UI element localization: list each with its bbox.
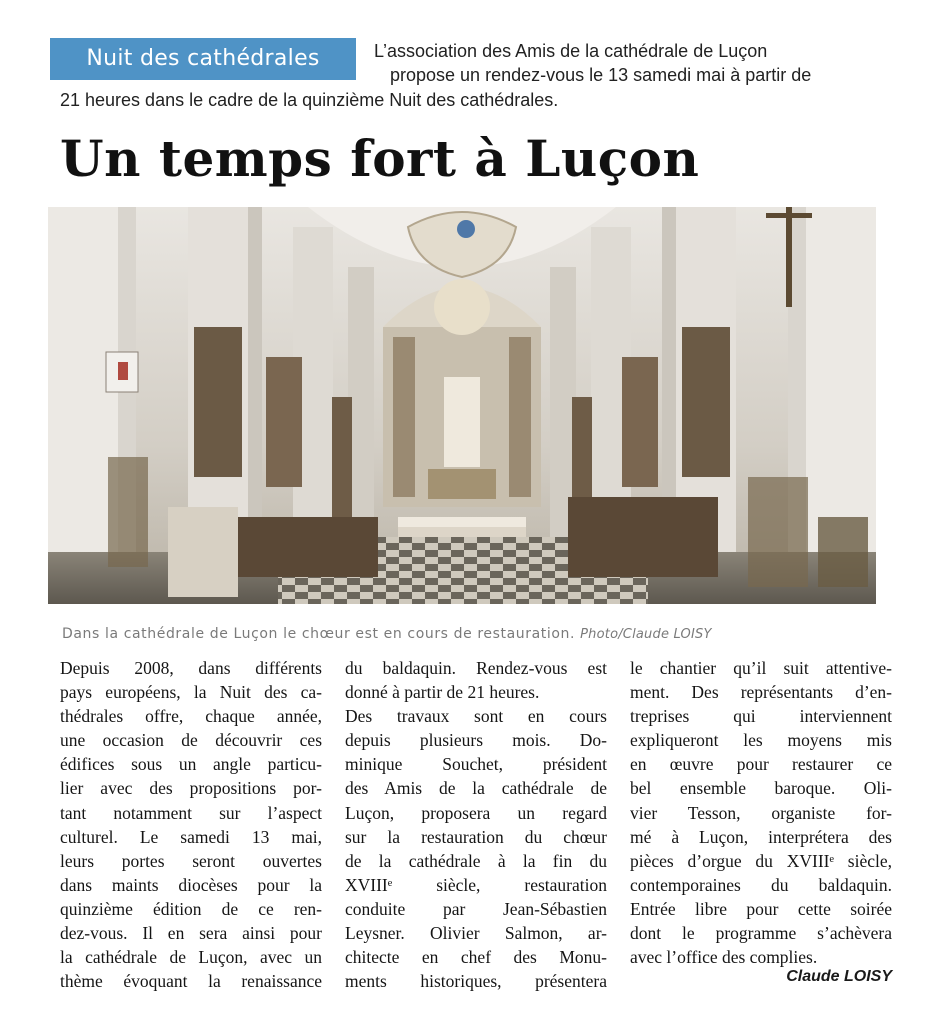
body-column-2	[345, 656, 607, 993]
body-line: des Amis de la cathédrale de	[345, 778, 607, 799]
body-line: depuis plusieurs mois. Do-	[345, 730, 607, 751]
body-line: en œuvre pour restaurer ce	[630, 754, 892, 775]
body-line: le chantier qu’il suit attentive-	[630, 658, 892, 678]
body-line: mé à Luçon, interprétera des	[630, 826, 892, 847]
body-line: leurs portes seront ouvertes	[60, 850, 322, 871]
body-line: ments historiques, présentera	[345, 971, 607, 992]
body-line: donné à partir de 21 heures.	[345, 682, 540, 703]
body-line: lier avec des propositions por-	[60, 778, 322, 799]
body-line: thédrales offre, chaque année,	[60, 706, 322, 727]
body-line: quinzième édition de ce ren-	[60, 898, 322, 919]
body-line: contemporaines du baldaquin.	[630, 874, 892, 895]
section-rubric: Nuit des cathédrales	[50, 38, 356, 80]
body-line: du baldaquin. Rendez-vous est	[345, 658, 607, 678]
body-line: treprises qui interviennent	[630, 706, 892, 727]
body-line: chitecte en chef des Monu-	[345, 947, 607, 968]
body-column-3	[630, 656, 892, 969]
body-line: ment. Des représentants d’en-	[630, 682, 892, 703]
body-column-1	[60, 656, 322, 993]
body-line: expliqueront les moyens mis	[630, 730, 892, 751]
body-line: conduite par Jean-Sébastien	[345, 898, 607, 919]
body-line: pièces d’orgue du XVIIIᵉ siècle,	[630, 850, 892, 871]
photo-credit: Photo/Claude LOISY	[580, 627, 712, 642]
photo-caption	[62, 626, 882, 642]
body-line: une occasion de découvrir ces	[60, 730, 322, 751]
lede-line-3: 21 heures dans le cadre de la quinzième Nuit des cathédrales.	[60, 90, 559, 110]
body-line: XVIIIᵉ siècle, restauration	[345, 874, 607, 895]
caption-text: Dans la cathédrale de Luçon le chœur est en cours de restauration.	[62, 626, 576, 642]
body-line: culturel. Le samedi 13 mai,	[60, 826, 322, 847]
body-line: Luçon, proposera un regard	[345, 802, 607, 823]
body-line: dez-vous. Il en sera ainsi pour	[60, 923, 322, 944]
headline: Un temps fort à Luçon	[60, 129, 700, 188]
body-line: Leysner. Olivier Salmon, ar-	[345, 923, 607, 944]
body-line: Des travaux sont en cours	[345, 706, 607, 727]
body-line: minique Souchet, président	[345, 754, 607, 775]
body-line: édifices sous un angle particu-	[60, 754, 322, 775]
author-signature: Claude LOISY	[786, 968, 892, 985]
body-line: pays européens, la Nuit des ca-	[60, 682, 322, 703]
body-line: Depuis 2008, dans différents	[60, 658, 322, 678]
body-line: bel ensemble baroque. Oli-	[630, 778, 892, 799]
lede-line-1: L’association des Amis de la cathédrale de Luçon	[374, 41, 768, 61]
lede-line-2: propose un rendez-vous le 13 samedi mai à partir de	[390, 65, 812, 85]
body-line: de la cathédrale à la fin du	[345, 850, 607, 871]
body-line: tant notamment sur l’aspect	[60, 802, 322, 823]
body-line: dans maints diocèses pour la	[60, 874, 322, 895]
body-line: avec l’office des complies.	[630, 947, 818, 968]
cathedral-choir-photo	[48, 207, 876, 604]
body-line: la cathédrale de Luçon, avec un	[60, 947, 322, 968]
body-line: sur la restauration du chœur	[345, 826, 607, 847]
body-line: thème évoquant la renaissance	[60, 971, 322, 992]
body-line: Entrée libre pour cette soirée	[630, 898, 892, 919]
body-line: dont le programme s’achèvera	[630, 923, 892, 944]
body-line: vier Tesson, organiste for-	[630, 802, 892, 823]
